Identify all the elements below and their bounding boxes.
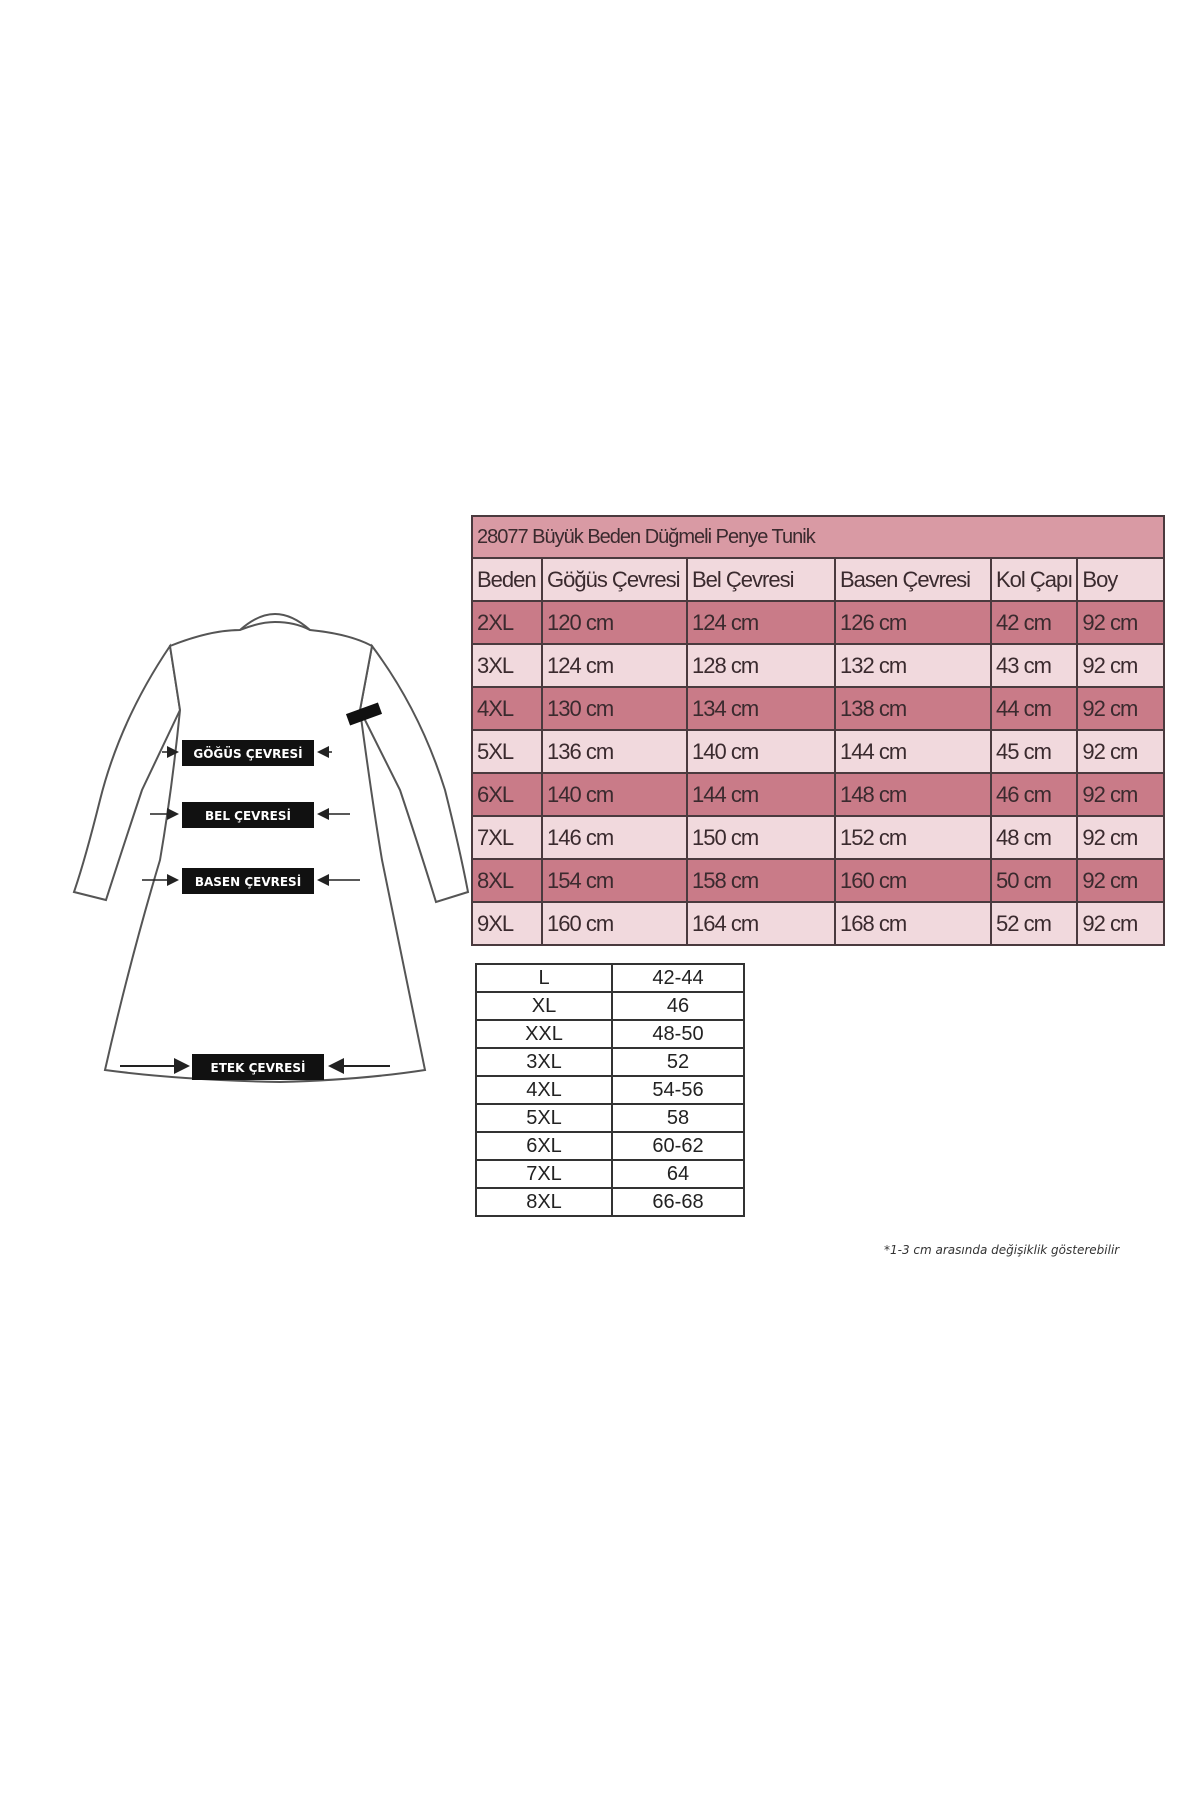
size-cell: 92 cm <box>1077 859 1164 902</box>
size-row <box>472 730 1164 773</box>
size-cell: 46 cm <box>991 773 1077 816</box>
size-chart-title-row <box>472 516 1164 558</box>
size-cell: 140 cm <box>687 730 835 773</box>
size-cell: 92 cm <box>1077 644 1164 687</box>
waist-label: BEL ÇEVRESİ <box>204 809 292 823</box>
conversion-size-cell: 7XL <box>476 1160 612 1188</box>
size-chart-title: 28077 Büyük Beden Düğmeli Penye Tunik <box>472 516 1164 558</box>
size-cell: 124 cm <box>687 601 835 644</box>
conversion-row <box>476 1188 744 1216</box>
size-row <box>472 773 1164 816</box>
size-cell: 168 cm <box>835 902 991 945</box>
size-row <box>472 687 1164 730</box>
size-cell: 132 cm <box>835 644 991 687</box>
size-cell: 158 cm <box>687 859 835 902</box>
size-chart-table <box>471 515 1165 946</box>
header-cell: Göğüs Çevresi <box>542 558 687 601</box>
size-cell: 4XL <box>472 687 542 730</box>
conversion-row <box>476 1160 744 1188</box>
size-cell: 126 cm <box>835 601 991 644</box>
size-cell: 130 cm <box>542 687 687 730</box>
conversion-row <box>476 1020 744 1048</box>
conversion-number-cell: 42-44 <box>612 964 744 992</box>
header-cell: Basen Çevresi <box>835 558 991 601</box>
conversion-size-cell: 3XL <box>476 1048 612 1076</box>
footnote: *1-3 cm arasında değişiklik gösterebilir <box>884 1243 1120 1257</box>
size-cell: 138 cm <box>835 687 991 730</box>
tunic-outline <box>74 614 468 1082</box>
size-cell: 134 cm <box>687 687 835 730</box>
conversion-row <box>476 992 744 1020</box>
size-cell: 164 cm <box>687 902 835 945</box>
size-cell: 120 cm <box>542 601 687 644</box>
size-cell: 9XL <box>472 902 542 945</box>
conversion-row <box>476 1076 744 1104</box>
size-cell: 92 cm <box>1077 773 1164 816</box>
conversion-size-cell: XXL <box>476 1020 612 1048</box>
conversion-row <box>476 1104 744 1132</box>
conversion-number-cell: 54-56 <box>612 1076 744 1104</box>
size-cell: 144 cm <box>835 730 991 773</box>
hip-label: BASEN ÇEVRESİ <box>194 875 302 889</box>
size-cell: 48 cm <box>991 816 1077 859</box>
conversion-row <box>476 1132 744 1160</box>
conversion-size-cell: L <box>476 964 612 992</box>
size-cell: 52 cm <box>991 902 1077 945</box>
conversion-number-cell: 48-50 <box>612 1020 744 1048</box>
conversion-size-cell: XL <box>476 992 612 1020</box>
size-row <box>472 601 1164 644</box>
size-cell: 136 cm <box>542 730 687 773</box>
size-cell: 7XL <box>472 816 542 859</box>
conversion-number-cell: 64 <box>612 1160 744 1188</box>
header-cell: Boy <box>1077 558 1164 601</box>
size-cell: 50 cm <box>991 859 1077 902</box>
size-cell: 154 cm <box>542 859 687 902</box>
conversion-number-cell: 46 <box>612 992 744 1020</box>
size-cell: 45 cm <box>991 730 1077 773</box>
conversion-size-cell: 8XL <box>476 1188 612 1216</box>
conversion-number-cell: 66-68 <box>612 1188 744 1216</box>
conversion-size-cell: 6XL <box>476 1132 612 1160</box>
size-cell: 92 cm <box>1077 902 1164 945</box>
chest-label: GÖĞÜS ÇEVRESİ <box>193 747 303 761</box>
size-cell: 5XL <box>472 730 542 773</box>
header-cell: Bel Çevresi <box>687 558 835 601</box>
size-cell: 160 cm <box>835 859 991 902</box>
size-cell: 42 cm <box>991 601 1077 644</box>
conversion-number-cell: 60-62 <box>612 1132 744 1160</box>
conversion-row <box>476 1048 744 1076</box>
size-cell: 92 cm <box>1077 601 1164 644</box>
header-cell: Kol Çapı <box>991 558 1077 601</box>
conversion-row <box>476 964 744 992</box>
header-cell: Beden <box>472 558 542 601</box>
size-cell: 128 cm <box>687 644 835 687</box>
size-cell: 92 cm <box>1077 730 1164 773</box>
conversion-size-cell: 5XL <box>476 1104 612 1132</box>
size-conversion-table <box>475 963 745 1217</box>
size-cell: 3XL <box>472 644 542 687</box>
size-cell: 146 cm <box>542 816 687 859</box>
size-cell: 6XL <box>472 773 542 816</box>
size-row <box>472 902 1164 945</box>
size-cell: 124 cm <box>542 644 687 687</box>
size-cell: 148 cm <box>835 773 991 816</box>
size-chart-header-row <box>472 558 1164 601</box>
conversion-size-cell: 4XL <box>476 1076 612 1104</box>
size-row <box>472 816 1164 859</box>
size-cell: 144 cm <box>687 773 835 816</box>
tunic-diagram <box>60 600 480 1120</box>
size-cell: 160 cm <box>542 902 687 945</box>
size-cell: 8XL <box>472 859 542 902</box>
size-cell: 92 cm <box>1077 816 1164 859</box>
size-cell: 2XL <box>472 601 542 644</box>
size-cell: 140 cm <box>542 773 687 816</box>
size-cell: 92 cm <box>1077 687 1164 730</box>
size-cell: 152 cm <box>835 816 991 859</box>
conversion-number-cell: 58 <box>612 1104 744 1132</box>
size-row <box>472 644 1164 687</box>
conversion-number-cell: 52 <box>612 1048 744 1076</box>
hem-label: ETEK ÇEVRESİ <box>210 1061 306 1075</box>
size-row <box>472 859 1164 902</box>
size-cell: 150 cm <box>687 816 835 859</box>
size-cell: 43 cm <box>991 644 1077 687</box>
size-cell: 44 cm <box>991 687 1077 730</box>
